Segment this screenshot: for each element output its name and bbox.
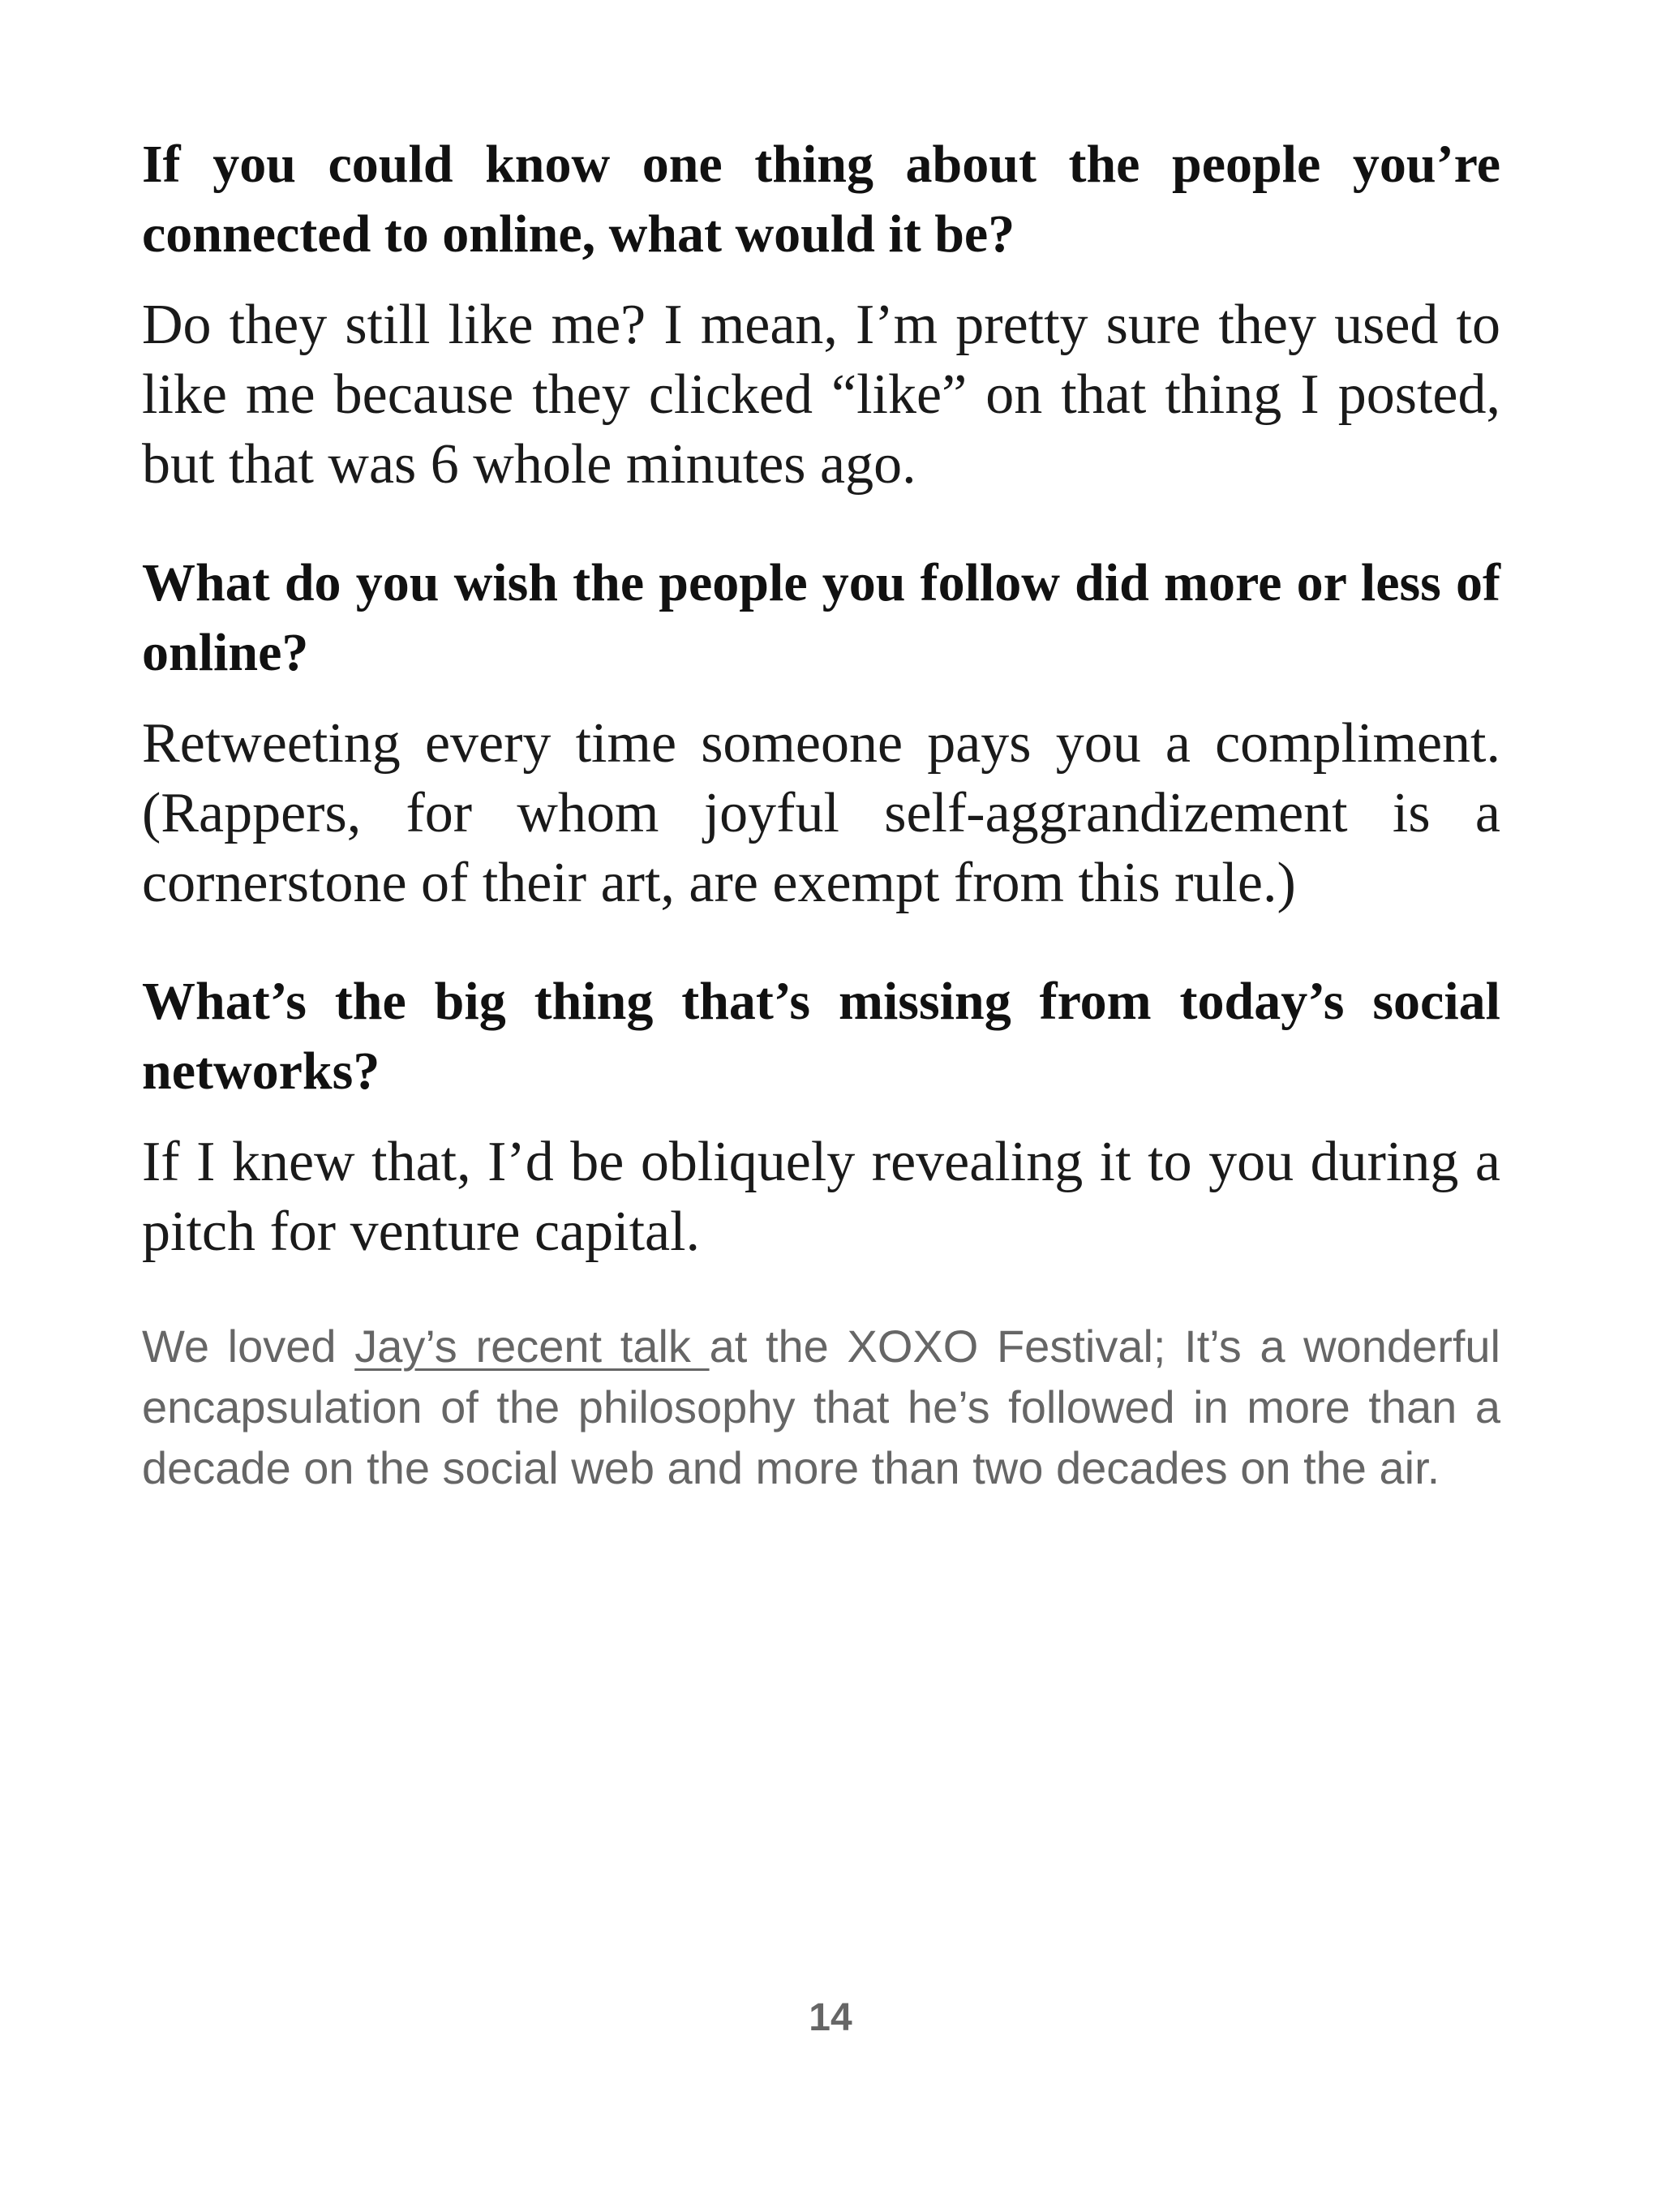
note-text-before: We loved: [142, 1321, 355, 1372]
answer-1: Do they still like me? I mean, I’m pretty sure they used to like me because they clicked “like” on that thing I posted, but that was 6 whole minutes ago.: [142, 294, 1500, 496]
question-3: What’s the big thing that’s missing from today’s social networks?: [142, 972, 1500, 1101]
question-1: If you could know one thing about the people you’re connected to online, what would it be?: [142, 135, 1500, 264]
question-2: What do you wish the people you follow did more or less of online?: [142, 553, 1500, 682]
page-content: [142, 130, 1500, 1498]
answer-2: Retweeting every time someone pays you a compliment. (Rappers, for whom joyful self-aggrandizement is a cornerstone of their art, are exempt from this rule.): [142, 712, 1500, 914]
jays-talk-link[interactable]: Jay’s recent talk: [354, 1321, 710, 1372]
answer-3: If I knew that, I’d be obliquely revealing it to you during a pitch for venture capital.: [142, 1131, 1500, 1263]
note-text-after: at the XOXO Festival; It’s a wonderful encapsulation of the philosophy that he’s followed in more than a decade on the social web and more than two decades on the air.: [142, 1321, 1500, 1493]
closing-note: [142, 1316, 1500, 1498]
page-number: 14: [809, 1996, 852, 2039]
